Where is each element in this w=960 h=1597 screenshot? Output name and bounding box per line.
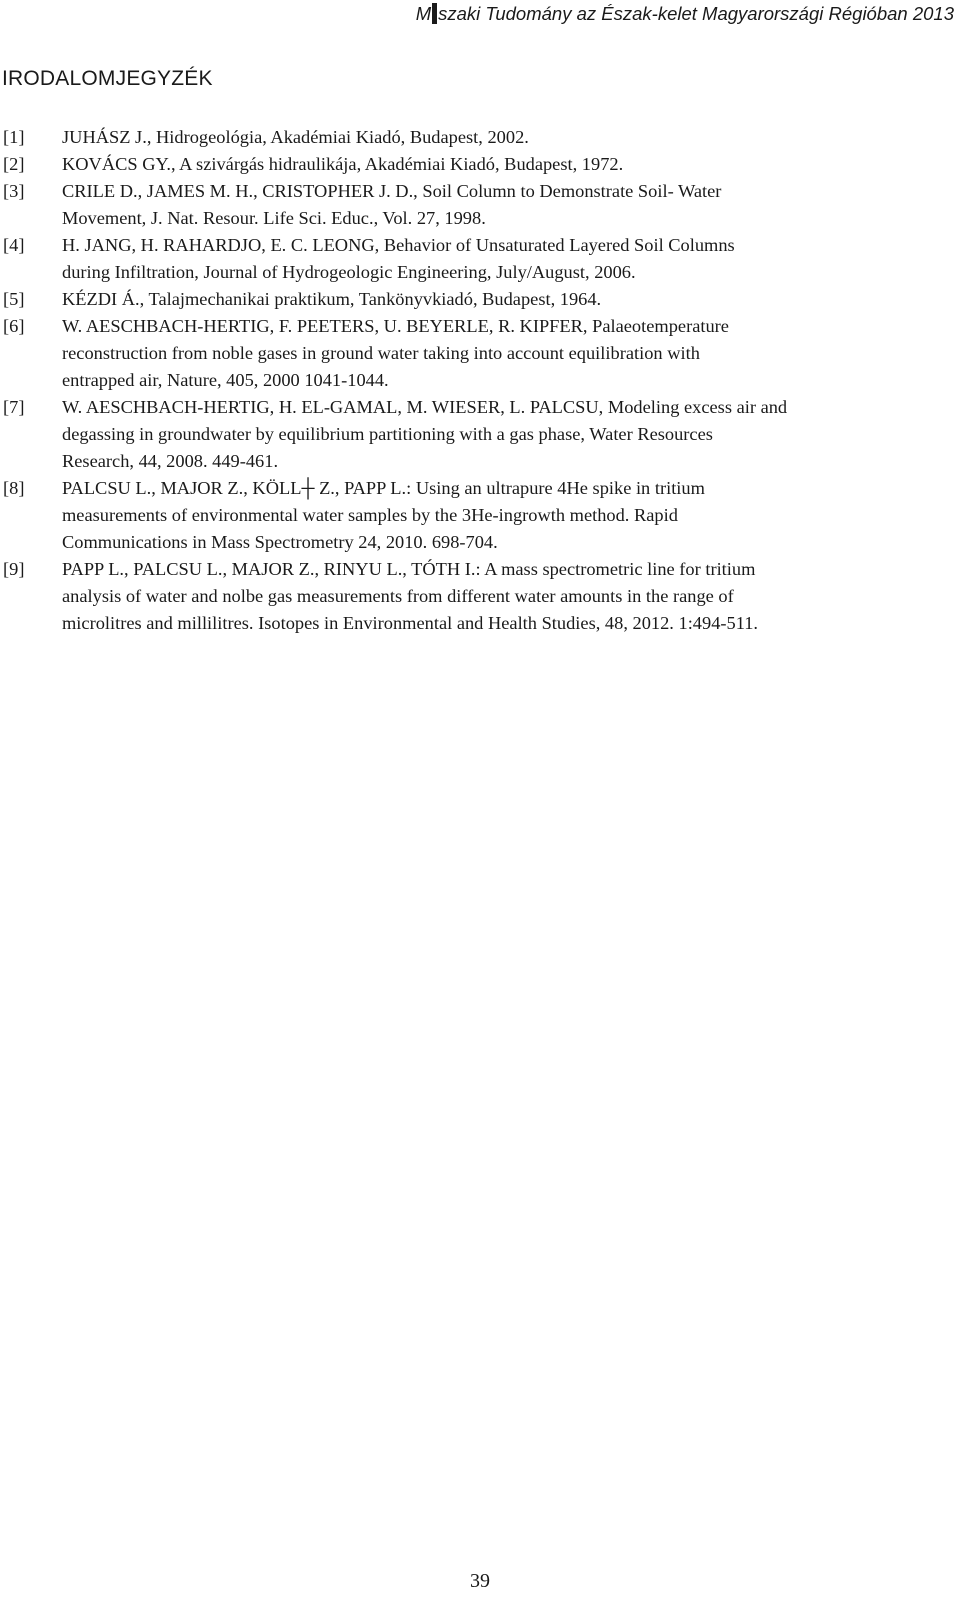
reference-item (3, 475, 953, 556)
running-header (416, 2, 954, 26)
reference-number: [1] (3, 127, 25, 147)
reference-number: [5] (3, 289, 25, 309)
missing-glyph-mark (432, 3, 437, 24)
reference-number: [2] (3, 154, 25, 174)
reference-text: CRILE D., JAMES M. H., CRISTOPHER J. D., Soil Column to Demonstrate Soil- Water Movement, J. Nat. Resour. Life Sci. Educ., Vol. 27, 1998. (62, 181, 722, 228)
reference-text: PALCSU L., MAJOR Z., KÖLL┼ Z., PAPP L.: Using an ultrapure 4He spike in tritium measurements of environmental water samples by the 3He-ingrowth method. Rapid Communications in Mass Spectrometry 24, 2010. 698-704. (62, 478, 705, 552)
section-heading: IRODALOMJEGYZÉK (2, 67, 213, 90)
reference-text: KOVÁCS GY., A szivárgás hidraulikája, Akadémiai Kiadó, Budapest, 1972. (62, 154, 624, 174)
reference-item (3, 124, 953, 151)
reference-item (3, 556, 953, 637)
reference-text: KÉZDI Á., Talajmechanikai praktikum, Tankönyvkiadó, Budapest, 1964. (62, 289, 602, 309)
reference-item (3, 232, 953, 286)
reference-item (3, 151, 953, 178)
header-text: szaki Tudomány az Észak-kelet Magyarországi Régióban 2013 (438, 3, 954, 24)
reference-number: [9] (3, 559, 25, 579)
header-prefix: M (415, 3, 432, 24)
reference-text: PAPP L., PALCSU L., MAJOR Z., RINYU L., TÓTH I.: A mass spectrometric line for tritium analysis of water and nolbe gas measurements from different water amounts in the range of microlitres and millilitres. Isotopes in Environmental and Health Studies, 48, 2012. 1:494-511. (62, 559, 759, 633)
reference-number: [7] (3, 397, 25, 417)
reference-text: W. AESCHBACH-HERTIG, F. PEETERS, U. BEYERLE, R. KIPFER, Palaeotemperature reconstruction from noble gases in ground water taking into account equilibration with entrapped air, Nature, 405, 2000 1041-1044. (62, 316, 729, 390)
reference-number: [4] (3, 235, 25, 255)
reference-item (3, 178, 953, 232)
page-number: 39 (470, 1570, 490, 1592)
reference-text: JUHÁSZ J., Hidrogeológia, Akadémiai Kiadó, Budapest, 2002. (62, 127, 529, 147)
reference-text: H. JANG, H. RAHARDJO, E. C. LEONG, Behavior of Unsaturated Layered Soil Columns during Infiltration, Journal of Hydrogeologic Engineering, July/August, 2006. (62, 235, 735, 282)
reference-list (3, 124, 953, 637)
reference-number: [8] (3, 478, 25, 498)
reference-text: W. AESCHBACH-HERTIG, H. EL-GAMAL, M. WIESER, L. PALCSU, Modeling excess air and degassing in groundwater by equilibrium partitioning with a gas phase, Water Resources Research, 44, 2008. 449-461. (62, 397, 788, 471)
reference-item (3, 286, 953, 313)
reference-number: [3] (3, 181, 25, 201)
reference-number: [6] (3, 316, 25, 336)
reference-item (3, 313, 953, 394)
reference-item (3, 394, 953, 475)
